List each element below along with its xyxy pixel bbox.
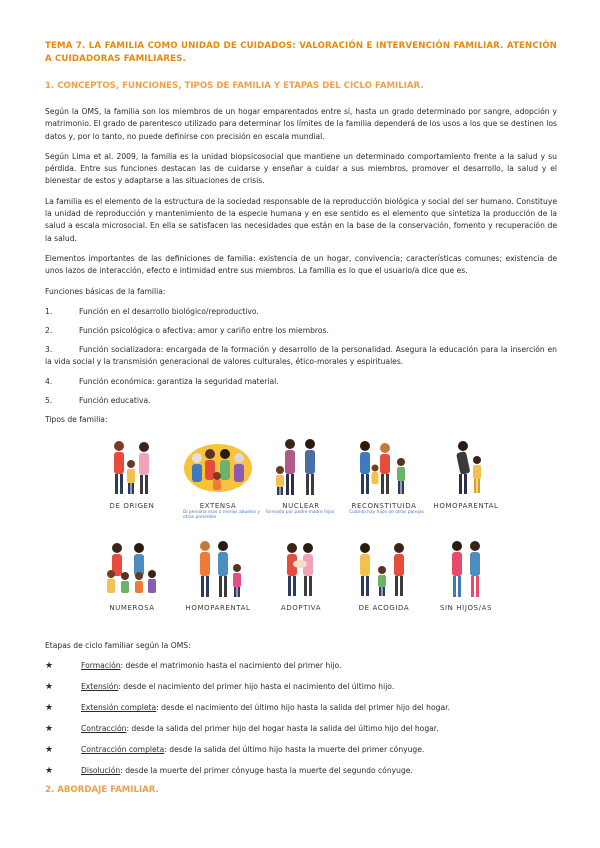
function-text: Función socializadora: encargada de la formación y desarrollo de la personalidad. Asegura la educación para la inserción en la vida social y la transmisión generacional de valores culturales, ético-morales y espirituales. [45,345,557,367]
family-type-origen [89,434,175,510]
family-reconstituida-illustration [351,434,417,500]
family-homoparental-illustration [185,536,251,602]
family-type-acogida [341,536,427,612]
function-text: Función educativa. [79,396,151,406]
family-extensa-illustration [183,434,253,500]
function-number: 2. [45,325,53,335]
star-bullet-icon: ★ [45,703,54,714]
stage-name: Disolución [81,766,121,776]
stage-item [45,702,557,714]
star-bullet-icon: ★ [45,661,54,672]
stage-item [45,660,557,672]
stage-name: Extensión completa [81,703,157,713]
function-text: Función en el desarrollo biológico/reproductivo. [79,306,259,316]
functions-label: Funciones básicas de la familia: [45,286,166,296]
family-acogida-illustration [351,536,417,602]
stage-text: : desde la salida del último hijo hasta la muerte del primer cónyuge. [164,745,425,755]
paragraph: Según Lima et al. 2009, la familia es la unidad biopsicosocial que mantiene un determinado comportamiento frente a la salud y su pérdida. Entre sus funciones destacan las de cuidarse y enseñar a cuidar a sus miembros, promover el desarrollo, la salud y el bienestar de estos y adaptarse a las situaciones de crisis. [45,151,557,186]
paragraph: Según la OMS, la familia son los miembros de un hogar emparentados entre sí, hasta un grado determinado por sangre, adopción y matrimonio. El grado de parentesco utilizado para determinar los límites de la familia dependerá de los usos a los que se destinen los datos y, por lo tanto, no puede definirse con precisión en escala mundial. [45,107,557,141]
family-nuclear-illustration [268,434,334,500]
family-type-label: RECONSTITUIDA [351,502,417,511]
function-item [45,344,557,369]
star-bullet-icon: ★ [45,766,54,777]
function-item [45,325,557,337]
family-type-label: SIN HIJOS/AS [439,604,493,613]
stage-item [45,744,557,756]
family-types-infographic [45,434,557,634]
function-item [45,395,557,407]
family-origen-illustration [99,434,165,500]
family-type-homoparental-2 [175,536,261,612]
function-number: 3. [45,345,53,355]
family-type-note: formada por padre madre hijos [266,510,335,516]
stage-text: : desde el nacimiento del primer hijo hasta el nacimiento del último hijo. [118,682,395,692]
family-type-numerosa [89,536,175,612]
stage-item [45,681,557,693]
stages-label: Etapas de ciclo familiar según la OMS: [45,641,191,651]
family-type-reconstituida [341,434,427,515]
section-heading-2: 2. ABORDAJE FAMILIAR. [45,785,159,796]
stage-name: Formación [81,661,121,671]
star-bullet-icon: ★ [45,745,54,756]
function-number: 4. [45,376,53,386]
stage-text: : desde el matrimonio hasta el nacimiento del primer hijo. [120,661,342,671]
star-bullet-icon: ★ [45,682,54,693]
family-type-nuclear [258,434,344,515]
family-sin-hijos-illustration [433,536,499,602]
stage-text: : desde la muerte del primer cónyuge hasta la muerte del segundo cónyuge. [120,766,413,776]
family-adoptiva-illustration [268,536,334,602]
function-item [45,306,557,318]
family-type-label: DE ACOGIDA [358,604,410,613]
stage-name: Extensión [81,682,119,692]
family-type-note: Cuando hay hijos de otras parejas [349,510,424,516]
function-text: Función psicológica o afectiva: amor y cariño entre los miembros. [79,325,329,335]
family-numerosa-illustration [99,536,165,602]
family-type-sin-hijos [423,536,509,612]
stage-text: : desde la salida del primer hijo del hogar hasta la salida del último hijo del hogar. [126,724,439,734]
family-type-label: HOMOPARENTAL [433,502,499,511]
family-type-label: NUCLEAR [282,502,320,511]
function-text: Función económica: garantiza la seguridad material. [79,376,279,386]
paragraph: Elementos importantes de las definiciones de familia: existencia de un hogar, convivencia; características comunes; existencia de unos lazos de interacción, efecto e intimidad entre sus miembros. La familia es lo que el usuario/a dice que es. [45,253,557,276]
family-homoparental-illustration [433,434,499,500]
stage-item [45,723,557,735]
document-title: TEMA 7. LA FAMILIA COMO UNIDAD DE CUIDADOS: VALORACIÓN E INTERVENCIÓN FAMILIAR. ATENCIÓN A CUIDADORAS FAMILIARES. [45,41,557,64]
family-type-label: EXTENSA [199,502,237,511]
family-type-label: NUMEROSA [109,604,155,613]
types-label: Tipos de familia: [45,415,108,425]
function-item [45,376,557,388]
family-type-adoptiva [258,536,344,612]
stage-item [45,765,557,777]
family-type-label: DE ORIGEN [109,502,155,511]
document-page [45,40,557,810]
family-type-label: HOMOPARENTAL [185,604,251,613]
section-heading-1: 1. CONCEPTOS, FUNCIONES, TIPOS DE FAMILIA Y ETAPAS DEL CICLO FAMILIAR. [45,81,424,91]
stage-name: Contracción [81,724,127,734]
family-type-label: ADOPTIVA [280,604,322,613]
family-type-homoparental-1 [423,434,509,510]
paragraph: La familia es el elemento de la estructura de la sociedad responsable de la reproducción biológica y social del ser humano. Constituye la unidad de reproducción y mantenimiento de la especie humana y en ese sentido es el elemento que sintetiza la producción de la salud a escala microsocial. En ella se satisfacen las necesidades que están en la base de la conservación, fomento y recuperación de la salud. [45,196,557,243]
stage-text: : desde el nacimiento del último hijo hasta la salida del primer hijo del hogar. [156,703,450,713]
star-bullet-icon: ★ [45,724,54,735]
stage-name: Contracción completa [81,745,165,755]
function-number: 1. [45,306,53,316]
family-type-extensa [175,434,261,520]
function-number: 5. [45,396,53,406]
family-type-note: Di persona más o menos abuelos y otros parientes [183,510,261,521]
